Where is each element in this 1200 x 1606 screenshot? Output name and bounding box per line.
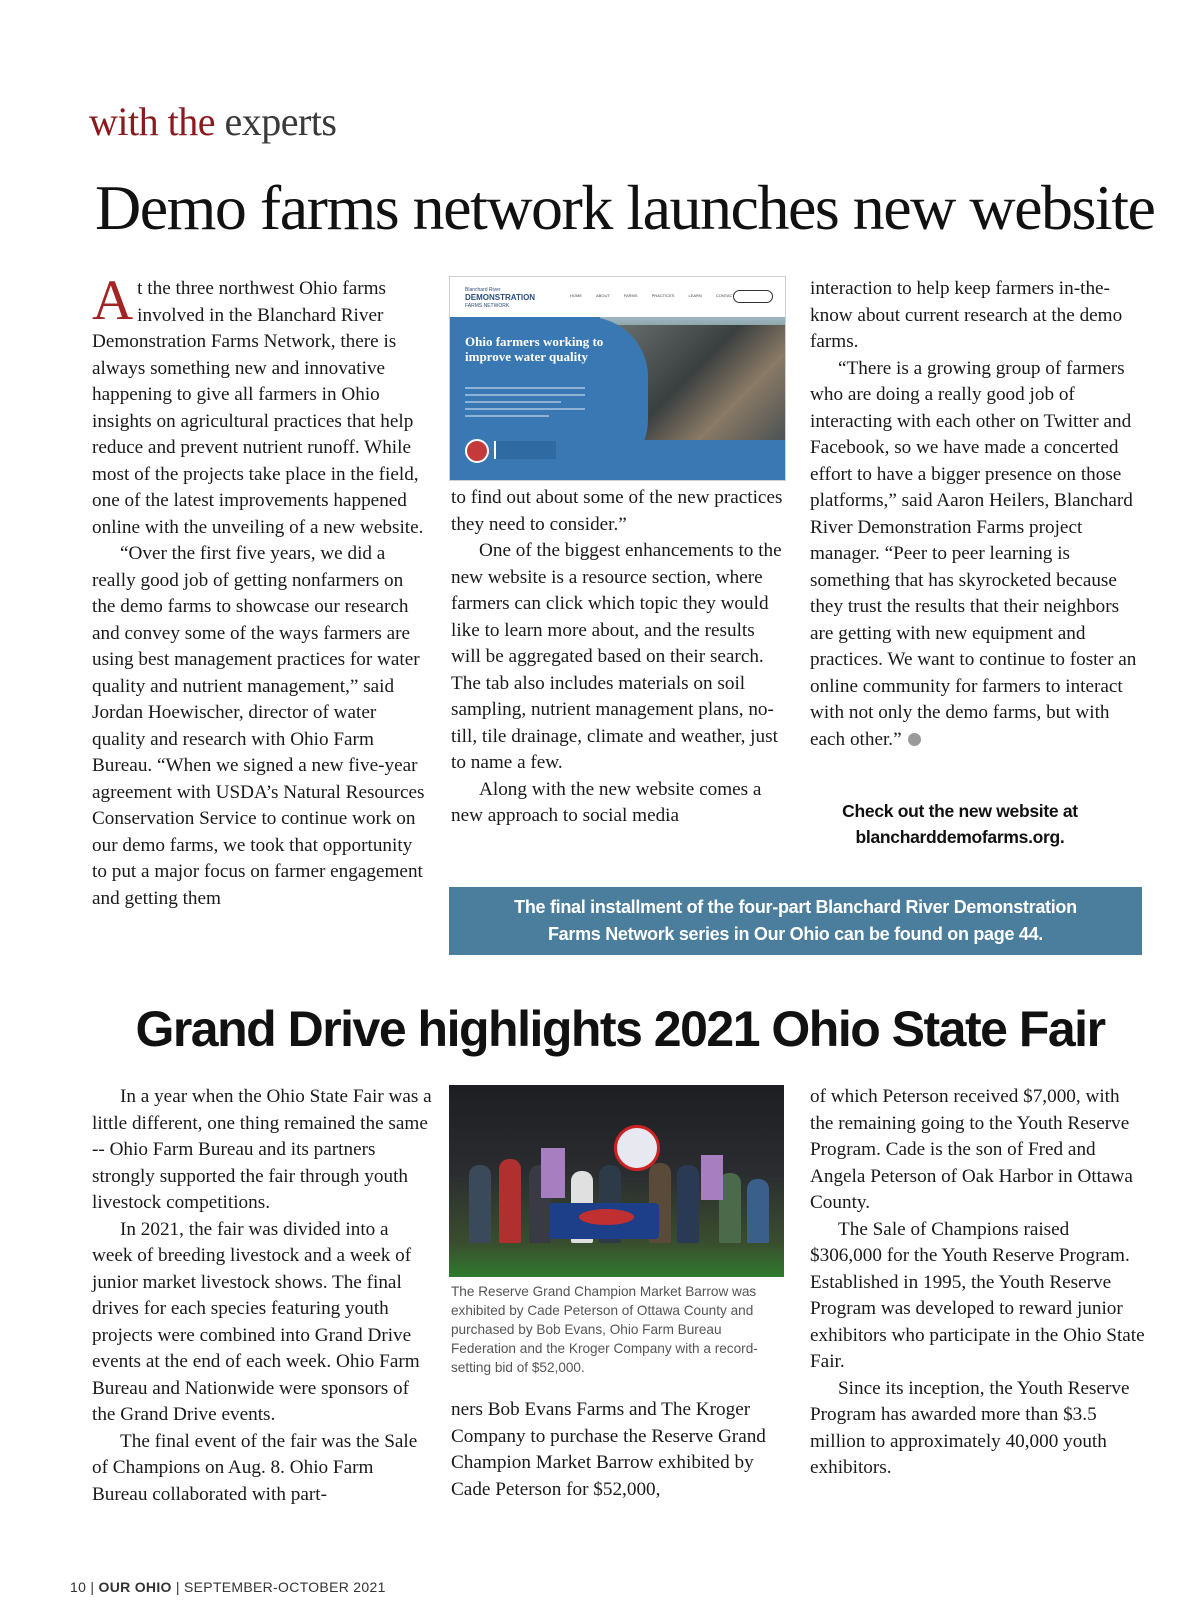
website-nav-bar — [450, 277, 785, 317]
article1-paragraph: t the three northwest Ohio farms involved in the Blanchard River Demonstration Farms Network, there is always something new and innovative happening to give all farmers in Ohio insights on agricultural practices that help reduce and prevent nutrient runoff. While most of the projects take place in the field, one of the latest improvements happened online with the unveiling of a new website. — [92, 278, 424, 538]
kicker-part2: experts — [224, 99, 337, 144]
photo-caption: The Reserve Grand Champion Market Barrow was exhibited by Cade Peterson of Ottawa County and purchased by Bob Evans, Ohio Farm Bureau Federation and the Kroger Company with a record-setting bid of $52,000. — [451, 1284, 758, 1375]
website-callout — [810, 798, 1110, 850]
website-nav-button — [733, 290, 773, 303]
article1-paragraph: “There is a growing group of farmers who are doing a really good job of interacting with each other on Twitter and Facebook, so we have made a concerted effort to have a bigger presence on those platforms,” said Aaron Heilers, Blanchard River Demonstration Farms project manager. “Peer to peer learning is something that has skyrocketed because they trust the results that their neighbors are getting with new equipment and practices. We want to continue to foster an online community for farmers to interact with not only the demo farms, but with each other.” — [810, 357, 1137, 750]
website-screenshot — [449, 276, 786, 481]
website-logo: Blanchard River DEMONSTRATION FARMS NETWORK — [465, 287, 536, 309]
article2-paragraph: Since its inception, the Youth Reserve Program has awarded more than $3.5 million to approximately 40,000 youth exhibitors. — [810, 1377, 1130, 1478]
website-body-lines — [465, 387, 585, 422]
callout-url: blancharddemofarms.org. — [855, 827, 1065, 847]
article1-paragraph: One of the biggest enhancements to the new website is a resource section, where farmers can click which topic they would like to learn more about, and the results will be aggregated based on their search. The tab also includes materials on soil sampling, nutrient management plans, no-till, tile drainage, climate and weather, just to name a few. — [451, 540, 782, 773]
article2-paragraph: ners Bob Evans Farms and The Kroger Company to purchase the Reserve Grand Champion Market Barrow exhibited by Cade Peterson for $52,000, — [451, 1399, 766, 1500]
article2-paragraph: The Sale of Champions raised $306,000 for the Youth Reserve Program. Established in 1995, the Youth Reserve Program was developed to reward junior exhibitors who participate in the Ohio State Fair. — [810, 1218, 1145, 1372]
article2-paragraph: The final event of the fair was the Sale of Champions on Aug. 8. Ohio Farm Bureau collaborated with part- — [92, 1430, 418, 1505]
section-kicker — [89, 99, 337, 144]
article2-column-3 — [810, 1084, 1145, 1482]
dropcap: A — [92, 269, 134, 332]
kicker-part1: with the — [89, 99, 215, 144]
website-nav-items: HOME ABOUT FARMS PRACTICES LEARN CONTACT — [570, 293, 735, 298]
article1-paragraph: “Over the first five years, we did a really good job of getting nonfarmers on the demo farms to showcase our research and convey some of the ways farmers are using best management practices for water quality and nutrient management,” said Jordan Hoewischer, director of water quality and research with Ohio Farm Bureau. “When we signed a new five-year agreement with USDA’s Natural Resources Conservation Service to continue work on our demo farms, we took that opportunity to put a major focus on farmer engagement and getting them — [92, 543, 425, 909]
article2-paragraph: of which Peterson received $7,000, with the remaining going to the Youth Reserve Program. Cade is the son of Fred and Angela Peterson of Oak Harbor in Ottawa County. — [810, 1086, 1133, 1213]
article2-paragraph: In a year when the Ohio State Fair was a little different, one thing remained the same -- Ohio Farm Bureau and its partners strongly supported the fair through youth livestock competitions. — [92, 1086, 432, 1213]
article1-headline: Demo farms network launches new website — [95, 172, 1155, 243]
article2-column-2 — [451, 1397, 789, 1503]
banner-sign — [541, 1148, 565, 1198]
article2-column-1 — [92, 1084, 432, 1508]
article1-paragraph: interaction to help keep farmers in-the-know about current research at the demo farms. — [810, 278, 1123, 352]
page-number: 10 — [70, 1579, 87, 1595]
publication-name: OUR OHIO — [98, 1579, 172, 1595]
banner-line-2: Farms Network series in Our Ohio can be found on page 44. — [547, 924, 1043, 944]
issue-date: SEPTEMBER-OCTOBER 2021 — [184, 1579, 386, 1595]
series-banner — [449, 887, 1142, 955]
article1-column-3 — [810, 276, 1145, 753]
website-seal-logo — [465, 439, 489, 463]
article2-headline: Grand Drive highlights 2021 Ohio State Fair — [135, 1001, 1105, 1057]
fair-photo — [449, 1085, 784, 1277]
article1-paragraph: to find out about some of the new practices they need to consider.” — [451, 487, 783, 535]
article1-paragraph: Along with the new website comes a new approach to social media — [451, 778, 762, 826]
banner-sign — [701, 1155, 723, 1200]
article1-column-2 — [451, 485, 789, 830]
farm-bureau-logo — [614, 1125, 660, 1171]
article2-paragraph: In 2021, the fair was divided into a week of breeding livestock and a week of junior market livestock shows. The final drives for each species featuring youth projects were combined into Grand Drive events at the end of each week. Ohio Farm Bureau and Nationwide were sponsors of the Grand Drive events. — [92, 1218, 420, 1425]
article1-column-1 — [92, 269, 427, 912]
sponsor-logo — [579, 1209, 634, 1225]
callout-line-1: Check out the new website at — [842, 801, 1078, 821]
banner-line-1: The final installment of the four-part Blanchard River Demonstration — [514, 897, 1077, 917]
website-hero-text: Ohio farmers working to improve water quality — [465, 334, 604, 364]
website-partner-logos — [494, 441, 556, 459]
end-mark-icon — [908, 733, 921, 746]
page-footer: 10 | OUR OHIO | SEPTEMBER-OCTOBER 2021 — [70, 1579, 386, 1595]
